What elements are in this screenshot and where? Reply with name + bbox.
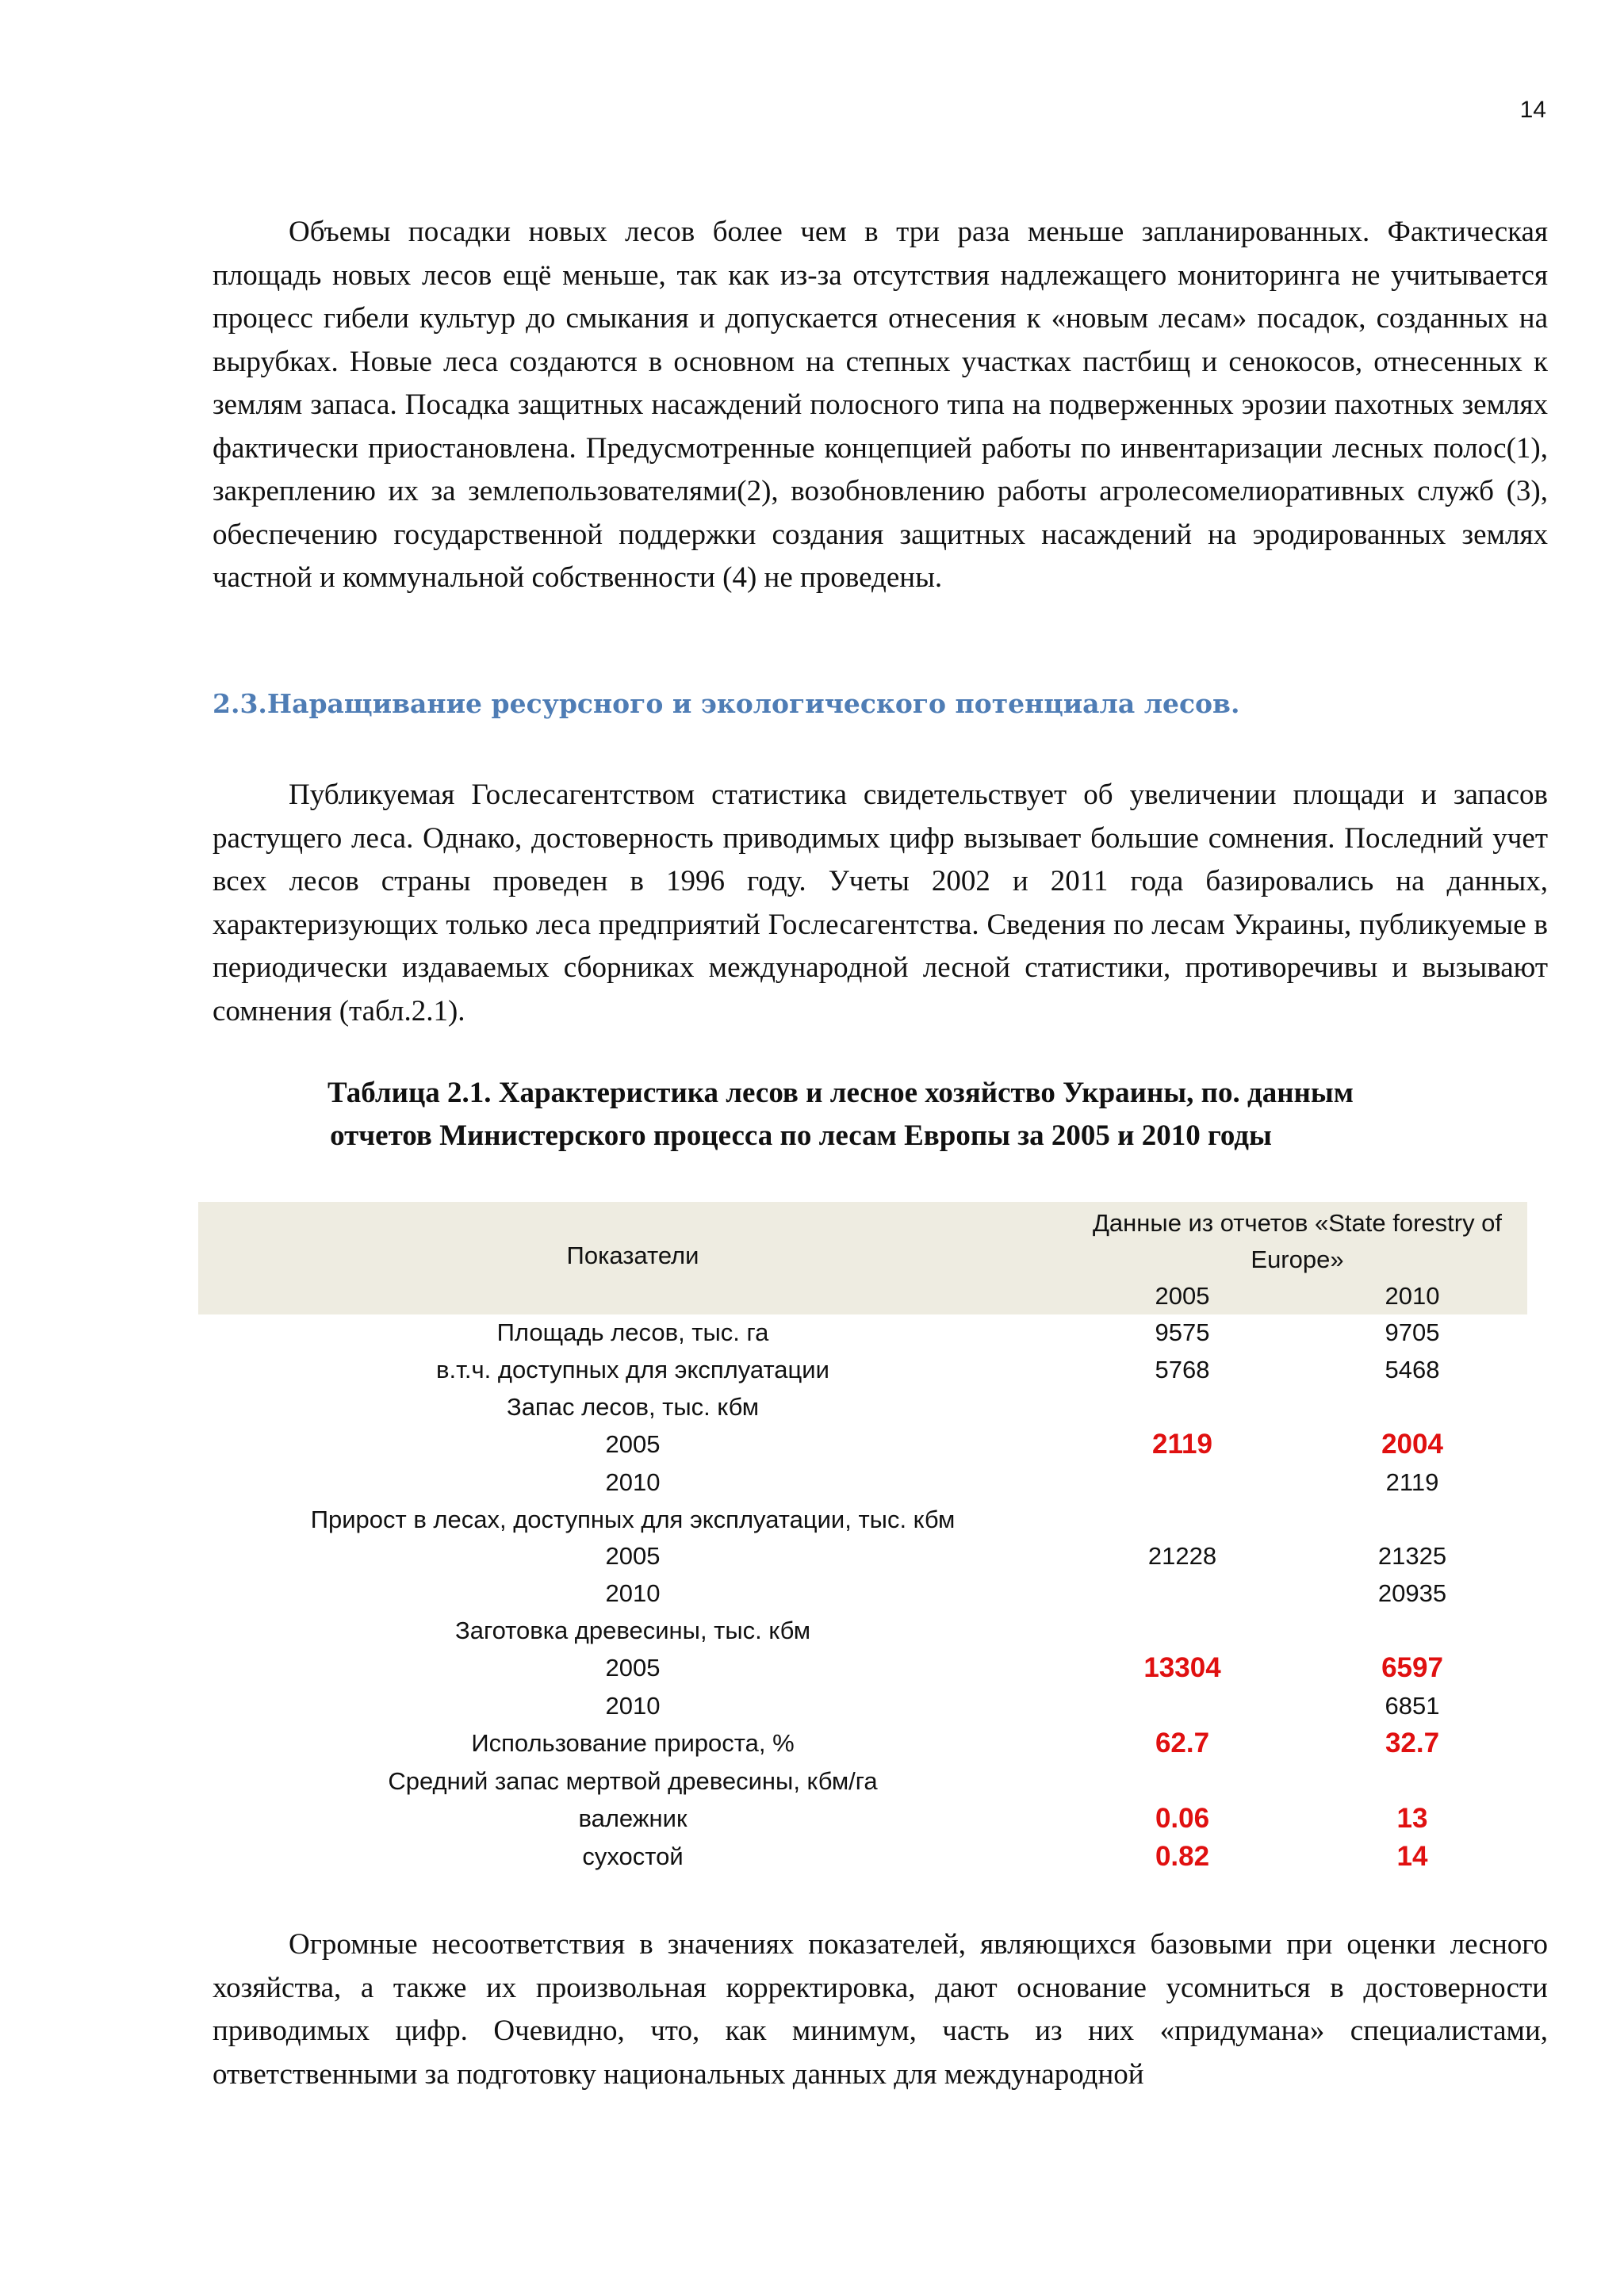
value-2005: 5768 <box>1155 1356 1210 1384</box>
row-label: 2010 <box>605 1691 661 1720</box>
value-2010: 9705 <box>1385 1318 1440 1347</box>
row-label: Запас лесов, тыс. кбм <box>506 1392 760 1421</box>
value-2010-highlighted: 13 <box>1396 1802 1428 1834</box>
value-2005: 9575 <box>1155 1318 1210 1347</box>
table-row <box>198 1724 1527 1762</box>
value-2010: 20935 <box>1377 1579 1447 1608</box>
header-year-2010: 2010 <box>1385 1282 1440 1310</box>
value-2005: 21228 <box>1147 1542 1217 1571</box>
table-caption-line-1: Таблица 2.1. Характеристика лесов и лесное хозяйство Украины, по. данным <box>327 1077 1354 1109</box>
value-2005-highlighted: 13304 <box>1143 1652 1221 1684</box>
row-label: Площадь лесов, тыс. га <box>496 1318 769 1347</box>
value-2010-highlighted: 32.7 <box>1385 1728 1440 1759</box>
page-number: 14 <box>1519 97 1546 123</box>
paragraph-1: Объемы посадки новых лесов более чем в три раза меньше запланированных. Фактическая площадь новых лесов ещё меньше, так как из-за отсутствия надлежащего мониторинга не учитывается процесс гибели культур до смыкания и допускается отнесения к «новым лесам» посадок, созданных на вырубках. Новые леса создаются в основном на степных участках пастбищ и сенокосов, отнесенных к землям запаса. Посадка защитных насаждений полосного типа на подверженных эрозии пахотных землях фактически приостановлена. Предусмотренные концепцией работы по инвентаризации лесных полос(1), закреплению их за землепользователями(2), возобновлению работы агролесомелиоративных служб (3), обеспечению государственной поддержки создания защитных насаждений на эродированных землях частной и коммунальной собственности (4) не проведены. <box>213 216 1548 594</box>
table-row <box>198 1687 1527 1724</box>
table-row <box>198 1389 1527 1426</box>
row-label: 2005 <box>605 1430 661 1459</box>
table-caption-line-2: отчетов Министерского процесса по лесам Европы за 2005 и 2010 годы <box>330 1119 1272 1152</box>
header-year-2005: 2005 <box>1155 1282 1210 1310</box>
row-label: Использование прироста, % <box>471 1729 795 1758</box>
row-label: 2005 <box>605 1542 661 1571</box>
section-heading: 2.3.Наращивание ресурсного и экологического потенциала лесов. <box>213 688 1240 719</box>
table-body <box>198 1314 1527 1876</box>
table-row <box>198 1649 1527 1687</box>
table-header <box>198 1202 1527 1314</box>
row-label: Средний запас мертвой древесины, кбм/га <box>388 1766 878 1795</box>
paragraph-3: Огромные несоответствия в значениях показателей, являющихся базовыми при оценки лесного хозяйства, а также их произвольная корректировка, дают основание усомниться в достоверности приводимых цифр. Очевидно, что, как минимум, часть из них «придумана» специалистами, ответственными за подготовку национальных данных для международной <box>213 1928 1548 2091</box>
value-2010: 5468 <box>1385 1356 1440 1384</box>
row-label: Заготовка древесины, тыс. кбм <box>454 1616 811 1644</box>
table-row <box>198 1800 1527 1838</box>
value-2005-highlighted: 0.06 <box>1155 1802 1210 1834</box>
value-2005-highlighted: 0.82 <box>1155 1840 1210 1872</box>
value-2005-highlighted: 2119 <box>1152 1429 1212 1460</box>
table-row <box>198 1762 1527 1800</box>
row-label: сухостой <box>582 1842 684 1870</box>
value-2010-highlighted: 14 <box>1396 1840 1428 1872</box>
header-indicators: Показатели <box>566 1242 699 1269</box>
table-row <box>198 1314 1527 1352</box>
table-row <box>198 1501 1527 1538</box>
value-2010: 2119 <box>1385 1468 1439 1496</box>
table-row <box>198 1425 1527 1464</box>
table-row <box>198 1613 1527 1650</box>
row-label: 2010 <box>605 1468 661 1496</box>
row-label: валежник <box>578 1804 688 1832</box>
row-label: в.т.ч. доступных для эксплуатации <box>436 1356 829 1384</box>
value-2010: 21325 <box>1377 1542 1447 1571</box>
paragraph-2: Публикуемая Гослесагентством статистика свидетельствует об увеличении площади и запасов растущего леса. Однако, достоверность приводимых цифр вызывает большие сомнения. Последний учет всех лесов страны проведен в 1996 году. Учеты 2002 и 2011 года базировались на данных, характеризующих только леса предприятий Гослесагентства. Сведения по лесам Украины, публикуемые в периодически издаваемых сборниках международной лесной статистики, противоречивы и вызывают сомнения (табл.2.1). <box>213 779 1548 1027</box>
value-2010-highlighted: 6597 <box>1381 1652 1443 1684</box>
header-source: Данные из отчетов «State forestry of Europe» <box>1092 1209 1503 1273</box>
table-row <box>198 1538 1527 1575</box>
forest-statistics-table <box>198 1202 1527 1876</box>
value-2010-highlighted: 2004 <box>1381 1429 1443 1460</box>
row-label: 2010 <box>605 1579 661 1608</box>
table-row <box>198 1575 1527 1613</box>
value-2010: 6851 <box>1385 1691 1440 1720</box>
table-row <box>198 1352 1527 1389</box>
table-caption <box>213 1072 1548 1158</box>
value-2005-highlighted: 62.7 <box>1155 1728 1210 1759</box>
table-row <box>198 1464 1527 1501</box>
table-row <box>198 1838 1527 1876</box>
row-label: Прирост в лесах, доступных для эксплуатации, тыс. кбм <box>310 1505 956 1533</box>
row-label: 2005 <box>605 1654 661 1682</box>
